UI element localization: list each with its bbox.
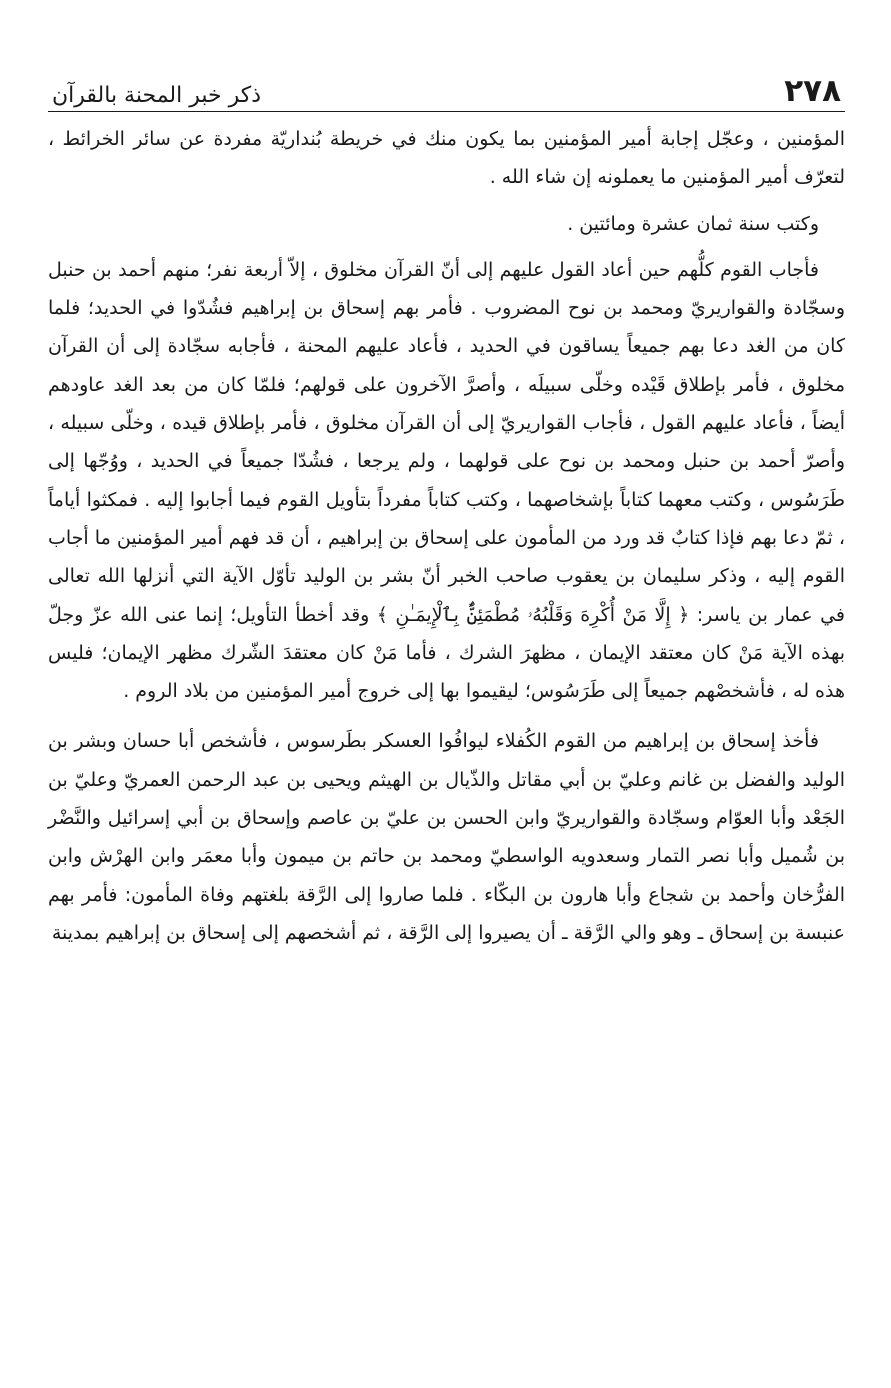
page-number: ٢٧٨ <box>784 73 841 109</box>
running-title: ذكر خبر المحنة بالقرآن <box>52 83 261 108</box>
paragraph-date-line: وكتب سنة ثمان عشرة ومائتين . <box>567 212 819 235</box>
page-header <box>48 66 845 112</box>
paragraph-continuation: المؤمنين ، وعجّل إجابة أمير المؤمنين بما يكون منك في خريطة بُنداريّة مفردة عن سائر الخرائط ، لتعرّف أمير المؤمنين ما يعملونه إن شاء الله . <box>48 128 845 189</box>
paragraph-inquisition: فأجاب القوم كلُّهم حين أعاد القول عليهم إلى أنّ القرآن مخلوق ، إلاّ أربعة نفر؛ منهم أحمد بن حنبل وسجّادة والقواريريّ ومحمد بن نوح المضروب . فأمر بهم إسحاق بن إبراهيم فشُدّوا في الحديد؛ فلما كان من الغد دعا بهم جميعاً يساقون في الحديد ، فأعاد عليهم المحنة ، فأجابه سجّادة إلى أن القرآن مخلوق ، فأمر بإطلاق قَيْده وخلّى سبيلَه ، وأصرَّ الآخرون على قولهم؛ فلمّا كان من بعد الغد عاودهم أيضاً ، فأعاد عليهم القول ، فأجاب القواريريّ إلى أن القرآن مخلوق ، فأمر بإطلاق قيده ، وخلّى سبيله ، وأصرّ أحمد بن حنبل ومحمد بن نوح على قولهما ، ولم يرجعا ، فشُدّا جميعاً في الحديد ، ووُجّها إلى طَرَسُوس ، وكتب معهما كتاباً بإشخاصهما ، وكتب كتاباً مفرداً بتأويل القوم فيما أجابوا إليه . فمكثوا أياماً ، ثمّ دعا بهم فإذا كتابٌ قد ورد من المأمون على إسحاق بن إبراهيم ، أن قد فهم أمير المؤمنين ما أجاب القوم إليه ، وذكر سليمان بن يعقوب صاحب الخبر أنّ بشر بن الوليد تأوّل الآية التي أنزلها الله تعالى في عمار بن ياسر: ﴿ إِلَّا مَنْ أُكْرِهَ وَقَلْبُهُۥ مُطْمَئِنٌّۢ بِٱلْإِيمَـٰنِ ﴾ وقد أخطأ التأويل؛ إنما عنى الله عزّ وجلّ بهذه الآية مَنْ كان معتقد الإيمان ، مظهرَ الشرك ، فأما مَنْ كان معتقدَ الشّرك مظهر الإيمان؛ فليس هذه له ، فأشخصْهم جميعاً إلى طَرَسُوس؛ ليقيموا بها إلى خروج أمير المؤمنين من بلاد الروم . <box>48 258 845 703</box>
page-body <box>48 120 845 952</box>
paragraph-dispatch: فأخذ إسحاق بن إبراهيم من القوم الكُفلاء ليوافُوا العسكر بطَرسوس ، فأشخص أبا حسان وبشر بن الوليد والفضل بن غانم وعليّ بن أبي مقاتل والذّيال بن الهيثم ويحيى بن عبد الرحمن العمريّ وعليّ بن الجَعْد وأبا العوّام وسجّادة والقواريريّ وابن الحسن بن عليّ بن عاصم وإسحاق بن أبي إسرائيل والنَّضْر بن شُميل وأبا نصر التمار وسعدويه الواسطيّ ومحمد بن حاتم بن ميمون وأبا معمَر وابن الهرْش وابن الفرُّخان وأحمد بن شجاع وأبا هارون بن البكّاء . فلما صاروا إلى الرَّقة بلغتهم وفاة المأمون: فأمر بهم عنبسة بن إسحاق ـ وهو والي الرَّقة ـ أن يصيروا إلى الرَّقة ، ثم أشخصهم إلى إسحاق بن إبراهيم بمدينة <box>48 730 845 944</box>
